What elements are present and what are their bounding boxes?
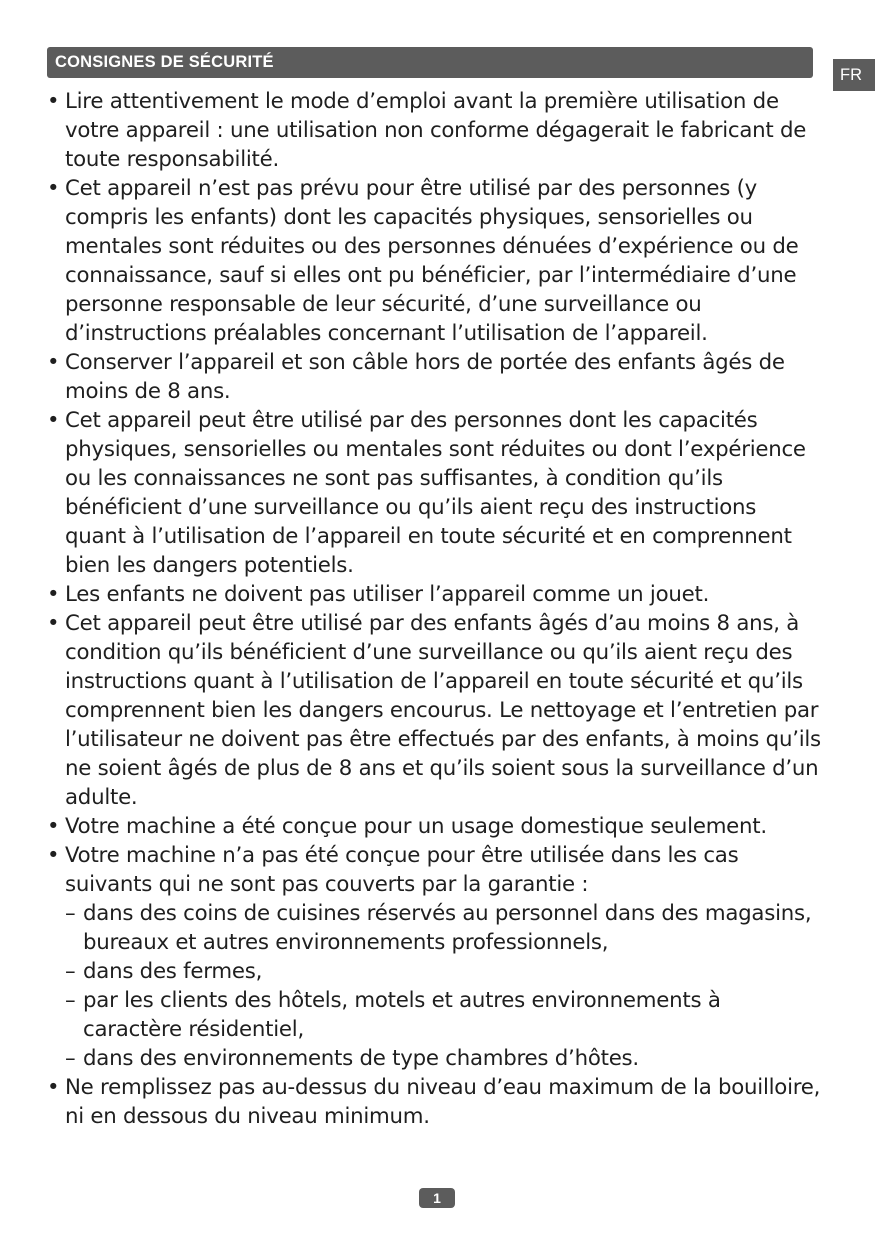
list-item bbox=[47, 406, 823, 580]
list-item-text: Cet appareil n’est pas prévu pour être utilisé par des personnes (y compris les enfants) dont les capacités physiques, sensorielles ou mentales sont réduites ou des personnes dénuées d’expérience ou de connaissance, sauf si elles ont pu bénéficier, par l’intermédiaire d’une personne responsable de leur sécurité, d’une surveillance ou d’instructions préalables concernant l’utilisation de l’appareil. bbox=[65, 176, 799, 346]
list-item-text: Conserver l’appareil et son câble hors de portée des enfants âgés de moins de 8 ans. bbox=[65, 350, 785, 404]
bullet-icon: • bbox=[47, 176, 60, 201]
sublist-item-text: dans des coins de cuisines réservés au personnel dans des magasins, bureaux et autres environnements professionnels, bbox=[83, 901, 812, 955]
exclusions-sublist bbox=[65, 899, 823, 1073]
sublist-item bbox=[65, 986, 823, 1044]
bullet-icon: • bbox=[47, 582, 60, 607]
language-tab: FR bbox=[833, 59, 875, 91]
bullet-icon: • bbox=[47, 89, 60, 114]
dash-icon: – bbox=[65, 1046, 76, 1071]
list-item-text: Lire attentivement le mode d’emploi avant la première utilisation de votre appareil : une utilisation non conforme dégagerait le fabricant de toute responsabilité. bbox=[65, 89, 807, 172]
bullet-icon: • bbox=[47, 350, 60, 375]
bullet-icon: • bbox=[47, 814, 60, 839]
page-number: 1 bbox=[419, 1188, 455, 1208]
sublist-item-text: dans des fermes, bbox=[83, 959, 263, 984]
list-item bbox=[47, 609, 823, 812]
list-item-text: Votre machine a été conçue pour un usage domestique seulement. bbox=[65, 814, 767, 839]
sublist-item-text: par les clients des hôtels, motels et autres environnements à caractère résidentiel, bbox=[83, 988, 721, 1042]
bullet-icon: • bbox=[47, 1075, 60, 1100]
list-item bbox=[47, 174, 823, 348]
list-item bbox=[47, 812, 823, 841]
list-item-text: Ne remplissez pas au-dessus du niveau d’eau maximum de la bouilloire, ni en dessous du niveau minimum. bbox=[65, 1075, 821, 1129]
list-item bbox=[47, 841, 823, 1073]
list-item-text: Les enfants ne doivent pas utiliser l’appareil comme un jouet. bbox=[65, 582, 710, 607]
dash-icon: – bbox=[65, 901, 76, 926]
section-header-bar bbox=[47, 47, 813, 78]
dash-icon: – bbox=[65, 959, 76, 984]
bullet-icon: • bbox=[47, 408, 60, 433]
sublist-item bbox=[65, 1044, 823, 1073]
section-title: CONSIGNES DE SÉCURITÉ bbox=[55, 53, 274, 71]
list-item bbox=[47, 348, 823, 406]
bullet-icon: • bbox=[47, 843, 60, 868]
safety-instructions-list bbox=[47, 87, 823, 1131]
bullet-icon: • bbox=[47, 611, 60, 636]
list-item-text: Cet appareil peut être utilisé par des enfants âgés d’au moins 8 ans, à condition qu’ils bénéficient d’une surveillance ou qu’ils aient reçu des instructions quant à l’utilisation de l’appareil en toute sécurité et qu’ils comprennent bien les dangers encourus. Le nettoyage et l’entretien par l’utilisateur ne doivent pas être effectués par des enfants, à moins qu’ils ne soient âgés de plus de 8 ans et qu’ils soient sous la surveillance d’un adulte. bbox=[65, 611, 821, 810]
list-item-text: Cet appareil peut être utilisé par des personnes dont les capacités physiques, sensorielles ou mentales sont réduites ou dont l’expérience ou les connaissances ne sont pas suffisantes, à condition qu’ils bénéficient d’une surveillance ou qu’ils aient reçu des instructions quant à l’utilisation de l’appareil en toute sécurité et en comprennent bien les dangers potentiels. bbox=[65, 408, 806, 578]
list-item bbox=[47, 1073, 823, 1131]
sublist-item-text: dans des environnements de type chambres d’hôtes. bbox=[83, 1046, 639, 1071]
list-item bbox=[47, 580, 823, 609]
sublist-item bbox=[65, 899, 823, 957]
list-item-text: Votre machine n’a pas été conçue pour être utilisée dans les cas suivants qui ne sont pas couverts par la garantie : bbox=[65, 843, 739, 897]
list-item bbox=[47, 87, 823, 174]
sublist-item bbox=[65, 957, 823, 986]
dash-icon: – bbox=[65, 988, 76, 1013]
